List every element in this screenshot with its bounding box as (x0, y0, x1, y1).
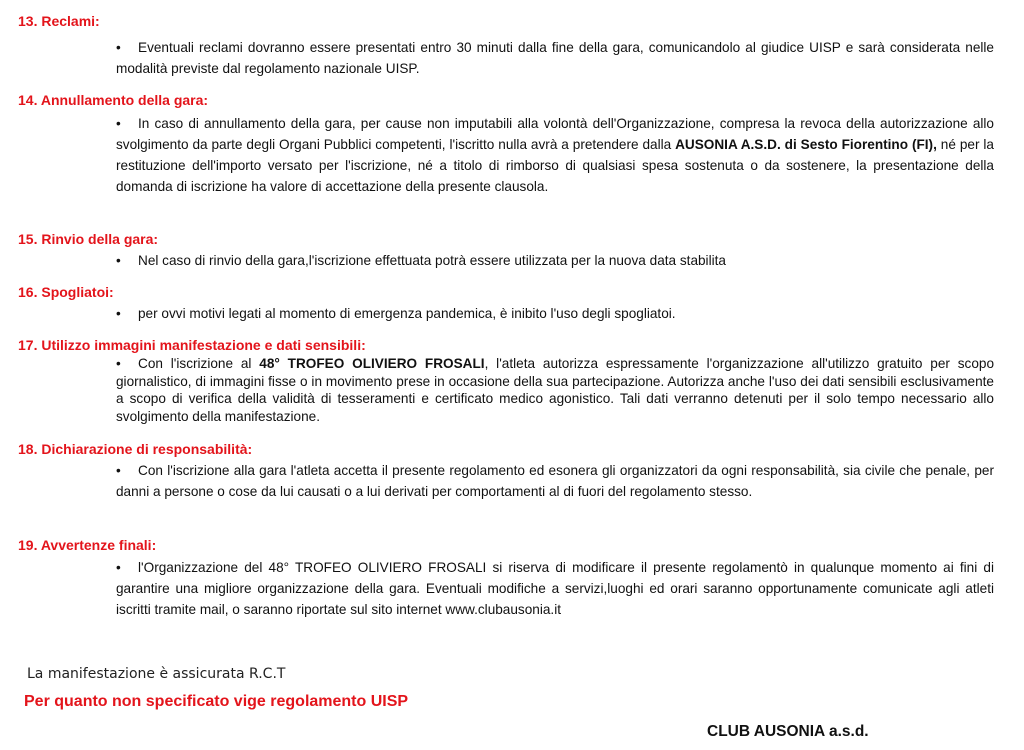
section-13-text: Eventuali reclami dovranno essere presentati entro 30 minuti dalla fine della gara, comunicandolo al giudice UISP e sarà considerata nelle modalità previste dal regolamento nazionale UISP. (116, 40, 994, 76)
section-14-title: 14. Annullamento della gara: (18, 92, 209, 108)
section-13-paragraph (116, 37, 994, 79)
bullet-icon: • (116, 356, 121, 371)
section-16-paragraph (116, 303, 994, 324)
event-name: 48° TROFEO OLIVIERO FROSALI (259, 356, 485, 371)
section-19-paragraph (116, 557, 994, 620)
section-14-text-after: né per la restituzione dell'importo versato per l'iscrizione, né a titolo di rimborso di qualsiasi spesa sostenuta o da sostenere, la presentazione della domanda di iscrizione ha valore di accettazione della presente clausola. (116, 137, 994, 194)
uisp-rule-note: Per quanto non specificato vige regolamento UISP (24, 693, 409, 710)
section-19-text: l'Organizzazione del 48° TROFEO OLIVIERO FROSALI si riserva di modificare il presente regolamentò in qualunque momento ai fini di garantire una migliore organizzazione della gara. Eventuali modifiche a servizi,luoghi ed orari saranno opportunamente comunicate agli atleti iscritti tramite mail, o saranno riportate sul sito internet www.clubausonia.it (116, 560, 994, 617)
section-14-paragraph (116, 113, 994, 197)
bullet-icon: • (116, 253, 121, 268)
section-17-title: 17. Utilizzo immagini manifestazione e dati sensibili: (18, 337, 366, 353)
section-15-text: Nel caso di rinvio della gara,l'iscrizione effettuata potrà essere utilizzata per la nuova data stabilita (138, 253, 726, 268)
organization-name: AUSONIA A.S.D. di Sesto Fiorentino (FI), (675, 137, 937, 152)
section-16-text: per ovvi motivi legati al momento di emergenza pandemica, è inibito l'uso degli spogliatoi. (138, 306, 676, 321)
section-13-title: 13. Reclami: (18, 13, 100, 29)
section-18-text: Con l'iscrizione alla gara l'atleta accetta il presente regolamento ed esonera gli organizzatori da ogni responsabilità, sia civile che penale, per danni a persone o cose da lui causati o a lui derivati per comportamenti al di fuori del regolamento stesso. (116, 463, 994, 499)
section-16-title: 16. Spogliatoi: (18, 284, 114, 300)
section-19-title: 19. Avvertenze finali: (18, 537, 157, 553)
bullet-icon: • (116, 116, 121, 131)
section-17-paragraph (116, 355, 994, 425)
section-17-text-after: , l'atleta autorizza espressamente l'organizzazione all'utilizzo gratuito per scopo giornalistico, di immagini fisse o in movimento prese in occasione della sua partecipazione. Autorizza anche l'uso dei dati sensibili esclusivamente a scopo di verifica della validità di tesseramenti e certificato medico agonistico. Tali dati verranno detenuti per il solo tempo necessario allo svolgimento della manifestazione. (116, 356, 995, 424)
section-15-title: 15. Rinvio della gara: (18, 231, 159, 247)
section-17-text-before: Con l'iscrizione al (138, 356, 260, 371)
insurance-note: La manifestazione è assicurata R.C.T (27, 666, 286, 682)
bullet-icon: • (116, 306, 121, 321)
section-15-paragraph (116, 250, 994, 271)
section-18-paragraph (116, 460, 994, 502)
bullet-icon: • (116, 40, 121, 55)
club-signature: CLUB AUSONIA a.s.d. (707, 723, 869, 740)
section-18-title: 18. Dichiarazione di responsabilità: (18, 441, 253, 457)
bullet-icon: • (116, 463, 121, 478)
bullet-icon: • (116, 560, 121, 575)
section-14-text-before: In caso di annullamento della gara, per cause non imputabili alla volontà dell'Organizzazione, compresa la revoca della autorizzazione allo svolgimento da parte degli Organi Pubblici competenti, l'iscritto nulla avrà a pretendere dalla (116, 116, 994, 152)
